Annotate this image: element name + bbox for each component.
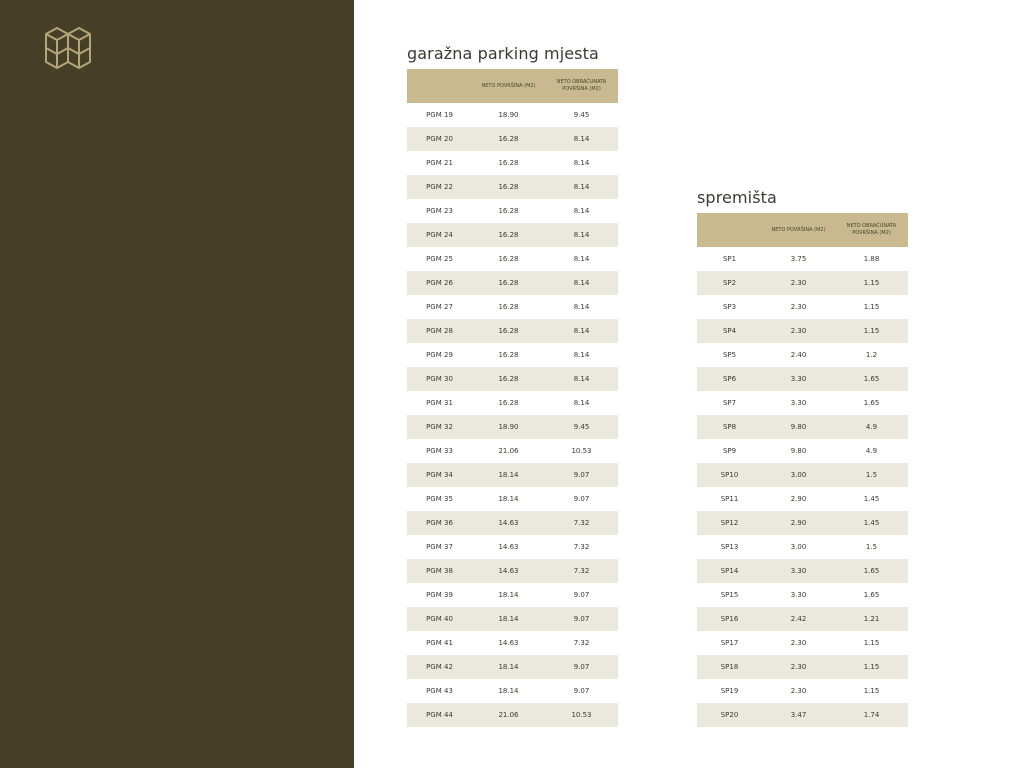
parking-row bbox=[407, 319, 618, 343]
parking-cell-id: PGM 41 bbox=[407, 631, 472, 655]
storage-row bbox=[697, 487, 908, 511]
storage-row bbox=[697, 631, 908, 655]
parking-header-calc-area: NETO OBRAČUNATA POVRŠINA (M2) bbox=[545, 69, 618, 103]
parking-row bbox=[407, 655, 618, 679]
storage-cell-net-area: 3.75 bbox=[762, 247, 835, 271]
storage-cell-id: SP18 bbox=[697, 655, 762, 679]
parking-rows bbox=[407, 103, 618, 727]
sidebar-panel bbox=[0, 0, 354, 768]
parking-cell-id: PGM 28 bbox=[407, 319, 472, 343]
storage-cell-net-area: 3.30 bbox=[762, 583, 835, 607]
storage-cell-net-area: 2.30 bbox=[762, 295, 835, 319]
parking-cell-net-area: 16.28 bbox=[472, 343, 545, 367]
parking-cell-id: PGM 29 bbox=[407, 343, 472, 367]
parking-header-row bbox=[407, 69, 618, 103]
storage-cell-net-area: 3.00 bbox=[762, 463, 835, 487]
parking-cell-id: PGM 21 bbox=[407, 151, 472, 175]
parking-header-net-area: NETO POVRŠINA (M2) bbox=[472, 69, 545, 103]
parking-section bbox=[407, 44, 618, 727]
storage-cell-calc-area: 1.5 bbox=[835, 535, 908, 559]
parking-cell-net-area: 16.28 bbox=[472, 391, 545, 415]
storage-cell-net-area: 2.30 bbox=[762, 319, 835, 343]
storage-title: spremišta bbox=[697, 188, 777, 207]
parking-cell-net-area: 16.28 bbox=[472, 247, 545, 271]
storage-row bbox=[697, 679, 908, 703]
storage-cell-net-area: 3.30 bbox=[762, 391, 835, 415]
parking-cell-id: PGM 34 bbox=[407, 463, 472, 487]
parking-cell-calc-area: 7.32 bbox=[545, 559, 618, 583]
parking-cell-id: PGM 20 bbox=[407, 127, 472, 151]
parking-cell-net-area: 18.14 bbox=[472, 679, 545, 703]
parking-cell-calc-area: 9.07 bbox=[545, 679, 618, 703]
storage-row bbox=[697, 511, 908, 535]
parking-cell-net-area: 18.14 bbox=[472, 583, 545, 607]
storage-cell-calc-area: 1.5 bbox=[835, 463, 908, 487]
parking-table bbox=[407, 69, 618, 727]
storage-row bbox=[697, 439, 908, 463]
parking-title: garažna parking mjesta bbox=[407, 44, 599, 63]
parking-cell-net-area: 18.90 bbox=[472, 415, 545, 439]
parking-cell-calc-area: 9.07 bbox=[545, 487, 618, 511]
storage-row bbox=[697, 415, 908, 439]
parking-row bbox=[407, 367, 618, 391]
storage-cell-net-area: 2.30 bbox=[762, 679, 835, 703]
parking-cell-id: PGM 39 bbox=[407, 583, 472, 607]
storage-cell-net-area: 3.30 bbox=[762, 367, 835, 391]
parking-cell-id: PGM 43 bbox=[407, 679, 472, 703]
storage-row bbox=[697, 271, 908, 295]
parking-cell-calc-area: 8.14 bbox=[545, 151, 618, 175]
storage-row bbox=[697, 607, 908, 631]
parking-cell-id: PGM 40 bbox=[407, 607, 472, 631]
storage-cell-net-area: 3.00 bbox=[762, 535, 835, 559]
parking-row bbox=[407, 127, 618, 151]
parking-row bbox=[407, 415, 618, 439]
parking-cell-id: PGM 22 bbox=[407, 175, 472, 199]
parking-cell-calc-area: 9.07 bbox=[545, 655, 618, 679]
parking-cell-net-area: 16.28 bbox=[472, 175, 545, 199]
storage-cell-net-area: 3.30 bbox=[762, 559, 835, 583]
storage-cell-calc-area: 1.15 bbox=[835, 319, 908, 343]
storage-cell-net-area: 2.30 bbox=[762, 631, 835, 655]
parking-row bbox=[407, 391, 618, 415]
parking-cell-calc-area: 8.14 bbox=[545, 319, 618, 343]
storage-cell-id: SP12 bbox=[697, 511, 762, 535]
storage-row bbox=[697, 535, 908, 559]
parking-row bbox=[407, 247, 618, 271]
parking-cell-id: PGM 32 bbox=[407, 415, 472, 439]
parking-cell-calc-area: 7.32 bbox=[545, 511, 618, 535]
storage-cell-calc-area: 1.45 bbox=[835, 511, 908, 535]
storage-cell-id: SP13 bbox=[697, 535, 762, 559]
parking-cell-calc-area: 8.14 bbox=[545, 247, 618, 271]
storage-cell-id: SP9 bbox=[697, 439, 762, 463]
parking-cell-calc-area: 8.14 bbox=[545, 295, 618, 319]
storage-cell-id: SP20 bbox=[697, 703, 762, 727]
parking-cell-id: PGM 25 bbox=[407, 247, 472, 271]
parking-row bbox=[407, 703, 618, 727]
storage-cell-net-area: 2.30 bbox=[762, 271, 835, 295]
storage-cell-id: SP7 bbox=[697, 391, 762, 415]
parking-cell-id: PGM 26 bbox=[407, 271, 472, 295]
parking-cell-net-area: 14.63 bbox=[472, 511, 545, 535]
parking-cell-net-area: 16.28 bbox=[472, 223, 545, 247]
parking-row bbox=[407, 487, 618, 511]
storage-cell-calc-area: 4.9 bbox=[835, 439, 908, 463]
parking-cell-calc-area: 8.14 bbox=[545, 175, 618, 199]
parking-cell-net-area: 16.28 bbox=[472, 127, 545, 151]
storage-cell-calc-area: 1.65 bbox=[835, 367, 908, 391]
parking-cell-net-area: 16.28 bbox=[472, 367, 545, 391]
parking-cell-net-area: 16.28 bbox=[472, 295, 545, 319]
parking-row bbox=[407, 607, 618, 631]
parking-cell-id: PGM 38 bbox=[407, 559, 472, 583]
storage-cell-calc-area: 1.21 bbox=[835, 607, 908, 631]
parking-row bbox=[407, 175, 618, 199]
storage-cell-calc-area: 1.15 bbox=[835, 631, 908, 655]
parking-cell-id: PGM 33 bbox=[407, 439, 472, 463]
parking-cell-calc-area: 8.14 bbox=[545, 127, 618, 151]
parking-cell-calc-area: 10.53 bbox=[545, 439, 618, 463]
parking-row bbox=[407, 103, 618, 127]
parking-cell-calc-area: 9.07 bbox=[545, 463, 618, 487]
parking-cell-calc-area: 9.07 bbox=[545, 607, 618, 631]
parking-cell-id: PGM 37 bbox=[407, 535, 472, 559]
parking-cell-net-area: 21.06 bbox=[472, 703, 545, 727]
parking-cell-calc-area: 8.14 bbox=[545, 367, 618, 391]
storage-section bbox=[697, 188, 908, 727]
storage-cell-id: SP6 bbox=[697, 367, 762, 391]
parking-cell-net-area: 18.90 bbox=[472, 103, 545, 127]
parking-cell-id: PGM 27 bbox=[407, 295, 472, 319]
parking-row bbox=[407, 199, 618, 223]
storage-row bbox=[697, 295, 908, 319]
parking-cell-calc-area: 7.32 bbox=[545, 631, 618, 655]
storage-header-row bbox=[697, 213, 908, 247]
parking-cell-id: PGM 24 bbox=[407, 223, 472, 247]
storage-cell-id: SP10 bbox=[697, 463, 762, 487]
parking-cell-calc-area: 8.14 bbox=[545, 223, 618, 247]
storage-cell-id: SP11 bbox=[697, 487, 762, 511]
storage-cell-id: SP8 bbox=[697, 415, 762, 439]
parking-header-label bbox=[407, 69, 472, 103]
parking-cell-id: PGM 19 bbox=[407, 103, 472, 127]
building-cube-logo-icon bbox=[40, 24, 96, 72]
storage-table bbox=[697, 213, 908, 727]
parking-row bbox=[407, 559, 618, 583]
storage-cell-calc-area: 1.65 bbox=[835, 583, 908, 607]
storage-cell-id: SP2 bbox=[697, 271, 762, 295]
storage-row bbox=[697, 391, 908, 415]
storage-cell-net-area: 9.80 bbox=[762, 415, 835, 439]
storage-rows bbox=[697, 247, 908, 727]
parking-cell-net-area: 18.14 bbox=[472, 655, 545, 679]
parking-cell-calc-area: 9.45 bbox=[545, 103, 618, 127]
parking-cell-net-area: 14.63 bbox=[472, 631, 545, 655]
storage-header-calc-area: NETO OBRAČUNATA POVRŠINA (M2) bbox=[835, 213, 908, 247]
parking-row bbox=[407, 439, 618, 463]
storage-cell-net-area: 3.47 bbox=[762, 703, 835, 727]
parking-cell-calc-area: 8.14 bbox=[545, 199, 618, 223]
storage-cell-calc-area: 4.9 bbox=[835, 415, 908, 439]
parking-cell-calc-area: 10.53 bbox=[545, 703, 618, 727]
parking-cell-calc-area: 8.14 bbox=[545, 391, 618, 415]
parking-row bbox=[407, 679, 618, 703]
storage-row bbox=[697, 343, 908, 367]
parking-cell-id: PGM 42 bbox=[407, 655, 472, 679]
parking-row bbox=[407, 295, 618, 319]
storage-cell-calc-area: 1.45 bbox=[835, 487, 908, 511]
parking-cell-calc-area: 7.32 bbox=[545, 535, 618, 559]
storage-cell-calc-area: 1.15 bbox=[835, 679, 908, 703]
storage-header-label bbox=[697, 213, 762, 247]
storage-cell-calc-area: 1.88 bbox=[835, 247, 908, 271]
storage-cell-net-area: 2.90 bbox=[762, 487, 835, 511]
storage-cell-net-area: 2.90 bbox=[762, 511, 835, 535]
parking-row bbox=[407, 463, 618, 487]
storage-cell-calc-area: 1.74 bbox=[835, 703, 908, 727]
parking-cell-id: PGM 23 bbox=[407, 199, 472, 223]
parking-cell-id: PGM 36 bbox=[407, 511, 472, 535]
parking-cell-net-area: 21.06 bbox=[472, 439, 545, 463]
storage-cell-id: SP5 bbox=[697, 343, 762, 367]
storage-cell-net-area: 2.40 bbox=[762, 343, 835, 367]
parking-cell-net-area: 18.14 bbox=[472, 607, 545, 631]
storage-cell-id: SP3 bbox=[697, 295, 762, 319]
storage-row bbox=[697, 583, 908, 607]
storage-cell-id: SP1 bbox=[697, 247, 762, 271]
storage-row bbox=[697, 247, 908, 271]
storage-cell-calc-area: 1.15 bbox=[835, 271, 908, 295]
parking-row bbox=[407, 223, 618, 247]
storage-row bbox=[697, 559, 908, 583]
parking-row bbox=[407, 511, 618, 535]
storage-cell-calc-area: 1.65 bbox=[835, 391, 908, 415]
storage-cell-calc-area: 1.15 bbox=[835, 655, 908, 679]
parking-row bbox=[407, 631, 618, 655]
storage-cell-calc-area: 1.65 bbox=[835, 559, 908, 583]
storage-row bbox=[697, 367, 908, 391]
parking-row bbox=[407, 583, 618, 607]
parking-cell-net-area: 16.28 bbox=[472, 271, 545, 295]
parking-cell-net-area: 14.63 bbox=[472, 559, 545, 583]
parking-cell-id: PGM 30 bbox=[407, 367, 472, 391]
parking-cell-id: PGM 31 bbox=[407, 391, 472, 415]
parking-row bbox=[407, 343, 618, 367]
storage-cell-net-area: 9.80 bbox=[762, 439, 835, 463]
parking-cell-net-area: 16.28 bbox=[472, 151, 545, 175]
parking-row bbox=[407, 151, 618, 175]
parking-cell-net-area: 16.28 bbox=[472, 199, 545, 223]
storage-row bbox=[697, 703, 908, 727]
storage-cell-id: SP14 bbox=[697, 559, 762, 583]
storage-cell-id: SP15 bbox=[697, 583, 762, 607]
storage-cell-net-area: 2.30 bbox=[762, 655, 835, 679]
parking-cell-id: PGM 35 bbox=[407, 487, 472, 511]
storage-row bbox=[697, 655, 908, 679]
parking-cell-calc-area: 9.45 bbox=[545, 415, 618, 439]
storage-row bbox=[697, 463, 908, 487]
storage-row bbox=[697, 319, 908, 343]
parking-cell-id: PGM 44 bbox=[407, 703, 472, 727]
storage-cell-net-area: 2.42 bbox=[762, 607, 835, 631]
storage-cell-id: SP4 bbox=[697, 319, 762, 343]
storage-cell-id: SP19 bbox=[697, 679, 762, 703]
parking-cell-net-area: 18.14 bbox=[472, 487, 545, 511]
parking-cell-net-area: 14.63 bbox=[472, 535, 545, 559]
storage-cell-id: SP17 bbox=[697, 631, 762, 655]
parking-cell-calc-area: 8.14 bbox=[545, 343, 618, 367]
parking-row bbox=[407, 535, 618, 559]
storage-cell-calc-area: 1.2 bbox=[835, 343, 908, 367]
parking-cell-calc-area: 9.07 bbox=[545, 583, 618, 607]
storage-cell-id: SP16 bbox=[697, 607, 762, 631]
parking-cell-net-area: 16.28 bbox=[472, 319, 545, 343]
parking-cell-net-area: 18.14 bbox=[472, 463, 545, 487]
parking-cell-calc-area: 8.14 bbox=[545, 271, 618, 295]
storage-header-net-area: NETO POVRŠINA (M2) bbox=[762, 213, 835, 247]
parking-row bbox=[407, 271, 618, 295]
storage-cell-calc-area: 1.15 bbox=[835, 295, 908, 319]
